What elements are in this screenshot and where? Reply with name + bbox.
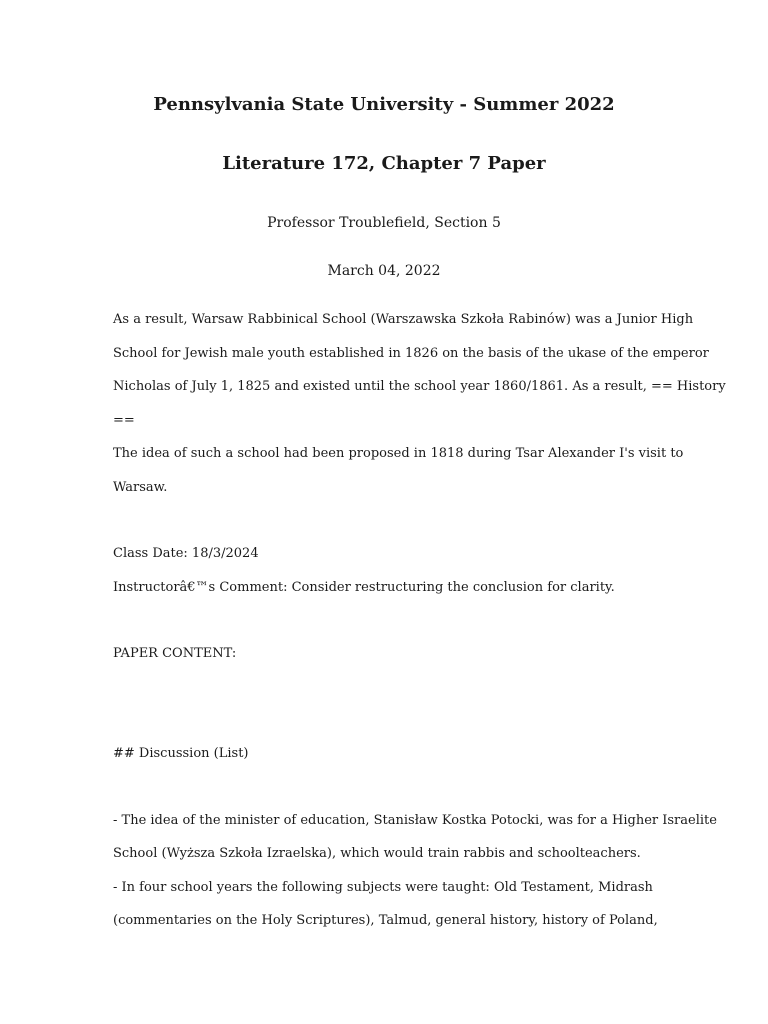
discussion-line-3: - In four school years the following subjects were taught: Old Testament, Midrash [113, 880, 653, 895]
university-title: Pennsylvania State University - Summer 2022 [153, 94, 615, 115]
paper-title: Literature 172, Chapter 7 Paper [222, 153, 546, 174]
class-date: Class Date: 18/3/2024 [113, 546, 259, 561]
intro-line-2: School for Jewish male youth established in 1826 on the basis of the ukase of the emperor [113, 346, 709, 361]
date-line: March 04, 2022 [327, 263, 441, 279]
discussion-line-1: - The idea of the minister of education, Stanisław Kostka Potocki, was for a Higher Israelite [113, 813, 717, 828]
intro-line-4: == [113, 413, 135, 428]
discussion-line-2: School (Wyższa Szkoła Izraelska), which would train rabbis and schoolteachers. [113, 846, 641, 861]
discussion-heading: ## Discussion (List) [113, 746, 249, 761]
professor-line: Professor Troublefield, Section 5 [267, 215, 501, 231]
intro-line-1: As a result, Warsaw Rabbinical School (Warszawska Szkoła Rabinów) was a Junior High [113, 312, 694, 327]
paper-content-label: PAPER CONTENT: [113, 646, 237, 661]
intro-line-5: The idea of such a school had been proposed in 1818 during Tsar Alexander I's visit to [113, 446, 684, 461]
intro-line-6: Warsaw. [113, 480, 168, 495]
instructor-comment: Instructorâ€™s Comment: Consider restructuring the conclusion for clarity. [113, 580, 615, 595]
discussion-line-4: (commentaries on the Holy Scriptures), Talmud, general history, history of Poland, [113, 913, 658, 928]
intro-line-3: Nicholas of July 1, 1825 and existed until the school year 1860/1861. As a result, == History [113, 379, 726, 394]
